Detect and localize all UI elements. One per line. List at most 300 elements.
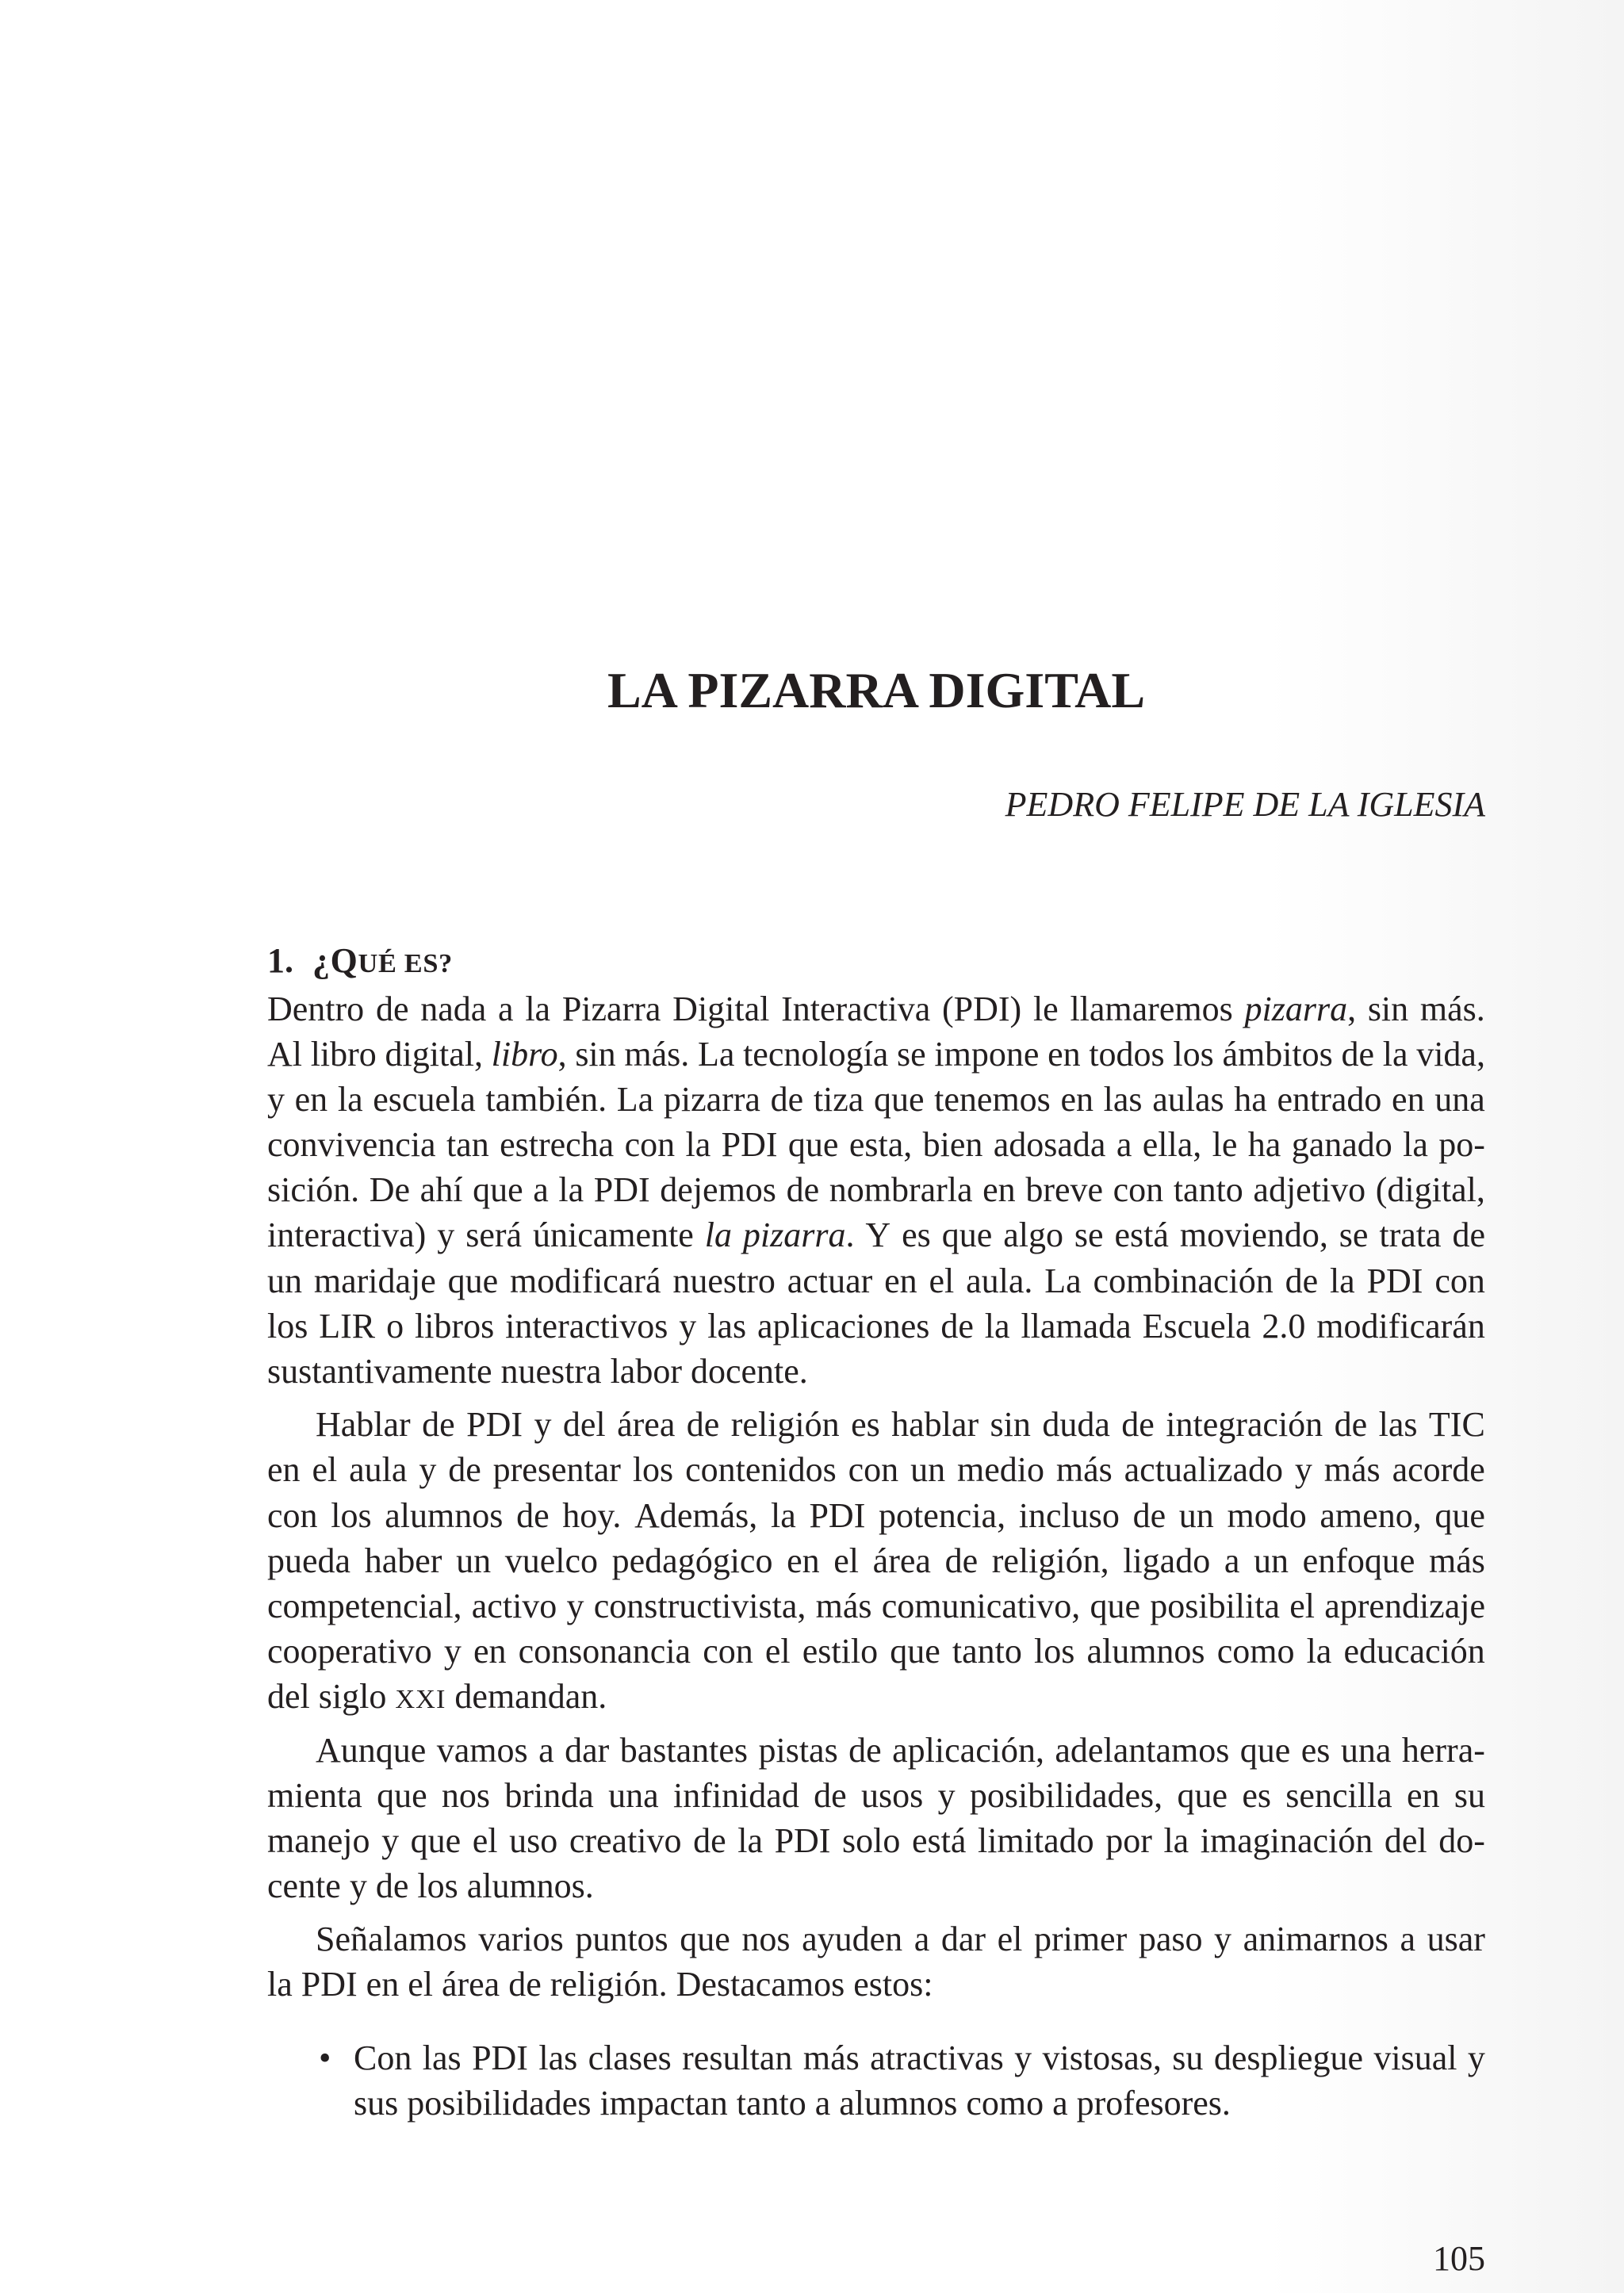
word (1368, 986, 1408, 1032)
text-line (267, 1447, 1485, 1492)
word (417, 1863, 458, 1908)
word (331, 1493, 371, 1538)
text-fragment: potencia, (879, 1495, 1006, 1535)
text-line (267, 1674, 1485, 1719)
word (376, 1863, 409, 1908)
word (1133, 1493, 1166, 1538)
text-fragment: de (422, 1405, 455, 1445)
word (575, 1032, 615, 1077)
word (420, 1167, 463, 1212)
word (938, 1773, 956, 1818)
text-fragment: entrado (1277, 1080, 1382, 1120)
bullet-icon: • (319, 2038, 331, 2077)
word (803, 2035, 860, 2081)
text-fragment: brinda (504, 1775, 594, 1815)
word (1070, 986, 1232, 1032)
text-fragment: que (377, 1775, 427, 1815)
word (985, 1303, 1010, 1349)
text-fragment: o (386, 1306, 404, 1346)
word (1173, 1032, 1213, 1077)
text-fragment: más (1055, 1450, 1113, 1490)
word (611, 1349, 682, 1394)
text-fragment: se (1074, 1215, 1104, 1255)
text-fragment: que (941, 1215, 993, 1255)
text-fragment: de (693, 1820, 726, 1860)
word (354, 2081, 398, 2126)
word (743, 1032, 888, 1077)
word (1124, 1447, 1283, 1492)
text-fragment: sin (575, 1035, 616, 1074)
text-fragment: activo (471, 1586, 557, 1625)
text-fragment: pedagógico (611, 1541, 773, 1580)
text-fragment: la (1403, 1125, 1428, 1165)
text-fragment: consonancia (518, 1631, 691, 1671)
word (722, 1122, 778, 1167)
word (1303, 1538, 1415, 1583)
word (1174, 1167, 1243, 1212)
text-fragment: , (557, 1035, 567, 1074)
word (923, 1122, 983, 1167)
text-fragment: más (802, 2038, 860, 2077)
text-fragment: ganado (1291, 1125, 1392, 1165)
word (492, 1032, 567, 1077)
word (814, 1773, 847, 1818)
text-fragment: el (312, 1450, 338, 1490)
text-fragment: Al (267, 1035, 302, 1074)
text-fragment: visual (1373, 2038, 1457, 2077)
word (842, 1818, 900, 1863)
paragraph (267, 1916, 1485, 2007)
word (705, 1212, 732, 1258)
text-fragment: (digital, (1375, 1170, 1485, 1210)
text-fragment: Destacamos (676, 1965, 845, 2004)
word (1454, 1773, 1485, 1818)
word (940, 1303, 974, 1349)
author-name: PEDRO FELIPE DE LA IGLESIA (1005, 785, 1485, 824)
text-fragment: acorde (1392, 1450, 1485, 1490)
text-fragment: impactan (599, 2083, 728, 2123)
word (509, 1818, 557, 1863)
word (802, 1916, 902, 1962)
text-fragment: tanto (1173, 1170, 1243, 1210)
text-fragment: más. (1419, 990, 1485, 1028)
text-fragment: a (814, 2083, 831, 2123)
word (350, 1863, 367, 1908)
text-fragment: de (1121, 1405, 1155, 1445)
word (1468, 2035, 1485, 2081)
text-fragment: de (1334, 1405, 1368, 1445)
text-fragment: resultan (682, 2038, 793, 2077)
word (970, 1773, 1162, 1818)
bullet-item (267, 2035, 1485, 2126)
word (1150, 1583, 1280, 1629)
paragraph (267, 1402, 1485, 1719)
text-fragment: ha (1247, 1125, 1281, 1165)
word (538, 2035, 577, 2081)
text-fragment: ligado (1123, 1541, 1211, 1580)
word (1434, 1258, 1485, 1303)
word (1400, 1916, 1416, 1962)
word (472, 2035, 528, 2081)
word (316, 1916, 467, 1962)
text-fragment: en (884, 1261, 917, 1300)
text-line (267, 1773, 1485, 1818)
word (1253, 1167, 1365, 1212)
text-fragment: actuar (787, 1261, 873, 1300)
word (633, 1447, 673, 1492)
text-fragment: es (851, 1405, 880, 1445)
text-fragment: manejo (267, 1820, 370, 1860)
text-fragment: la (984, 1306, 1010, 1346)
word (1056, 1447, 1113, 1492)
word (267, 1447, 301, 1492)
text-fragment: alumnos. (466, 1866, 594, 1905)
word (448, 1258, 499, 1303)
word (741, 1916, 790, 1962)
text-fragment: moviendo, (1179, 1215, 1328, 1255)
word (588, 2035, 672, 2081)
text-fragment: , (1347, 990, 1357, 1028)
word (814, 1077, 864, 1122)
word (448, 1447, 481, 1492)
word (1379, 1212, 1441, 1258)
word (929, 1258, 954, 1303)
word (473, 1818, 498, 1863)
text-fragment: la (771, 1495, 796, 1535)
word (267, 1773, 362, 1818)
word (1341, 1032, 1374, 1077)
text-fragment: más (1323, 1450, 1381, 1490)
chapter-title: LA PIZARRA DIGITAL (607, 662, 1146, 718)
word (1335, 1402, 1368, 1447)
text-fragment: que (1090, 1586, 1140, 1625)
text-line (354, 2081, 1485, 2126)
text-fragment: su (1454, 1775, 1485, 1815)
text-fragment: enfoque (1302, 1541, 1415, 1580)
word (1043, 2035, 1162, 2081)
text-fragment: La (616, 1080, 654, 1120)
text-fragment: y (267, 1080, 285, 1120)
word (1179, 1493, 1214, 1538)
text-fragment: en (294, 1080, 328, 1120)
text-fragment: algo (1003, 1215, 1063, 1255)
text-fragment: y (349, 1866, 367, 1905)
word (1339, 1212, 1369, 1258)
word (1420, 986, 1485, 1032)
text-fragment: actualizado (1124, 1450, 1283, 1490)
word (978, 1818, 1094, 1863)
word (301, 1962, 358, 2007)
text-line (267, 1212, 1485, 1258)
word (966, 2081, 1044, 2126)
text-fragment: ha (1234, 1080, 1267, 1120)
word (1234, 1077, 1267, 1122)
text-fragment: de (770, 1080, 804, 1120)
text-fragment: los (632, 1450, 674, 1490)
text-fragment: de (686, 1405, 720, 1445)
text-fragment: tecnología (743, 1035, 889, 1074)
text-fragment: incluso (1018, 1495, 1120, 1535)
text-fragment: esta, (848, 1125, 913, 1165)
word (473, 1629, 507, 1674)
text-fragment: un (456, 1541, 492, 1580)
text-fragment: creativo (569, 1820, 682, 1860)
text-fragment: que (447, 1261, 499, 1300)
text-line (316, 1916, 1485, 1962)
text-fragment: pistas (758, 1730, 838, 1770)
word (757, 1303, 929, 1349)
text-fragment: de (1285, 1261, 1319, 1300)
word (941, 1916, 986, 1962)
text-fragment: tan (446, 1125, 489, 1165)
word (934, 1032, 1039, 1077)
word (565, 1728, 609, 1773)
word (267, 1962, 293, 2007)
text-fragment: tenemos (934, 1080, 1051, 1120)
text-fragment: de (375, 990, 409, 1028)
text-fragment: la (558, 1170, 584, 1210)
text-fragment: con (1434, 1261, 1485, 1300)
word (437, 1728, 528, 1773)
word (267, 1077, 285, 1122)
text-fragment: sustantivamente (267, 1351, 492, 1391)
text-fragment: 2.0 (1262, 1306, 1306, 1346)
text-fragment: PDI (593, 1170, 650, 1210)
word (787, 1167, 820, 1212)
text-fragment: del (1384, 1820, 1427, 1860)
word (1224, 1538, 1240, 1583)
text-fragment: de (786, 1170, 820, 1210)
text-fragment: LIR (319, 1306, 376, 1346)
word (295, 1077, 328, 1122)
text-fragment: puntos (575, 1920, 668, 1959)
text-fragment: en (787, 1541, 820, 1580)
text-line (316, 1728, 1485, 1773)
word (493, 1447, 621, 1492)
word (466, 1402, 523, 1447)
word (982, 1167, 1016, 1212)
text-fragment: a (1052, 2083, 1068, 2123)
text-fragment: aprendizaje (1324, 1586, 1485, 1625)
text-fragment: la (737, 1820, 763, 1860)
word (500, 1122, 614, 1167)
text-fragment: religión. (550, 1965, 668, 2004)
word (411, 1818, 462, 1863)
text-fragment: también. (485, 1080, 607, 1120)
word (731, 1402, 840, 1447)
text-fragment: más (1429, 1541, 1485, 1580)
word (1242, 1773, 1271, 1818)
text-fragment: posibilita (1150, 1586, 1281, 1625)
text-fragment: combinación (1093, 1261, 1274, 1300)
word (743, 1212, 855, 1258)
word (472, 1583, 557, 1629)
italic-text: pizarra (742, 1215, 846, 1255)
word (465, 1212, 522, 1258)
word (312, 1447, 337, 1492)
word (1227, 1493, 1306, 1538)
text-fragment: una (1340, 1730, 1392, 1770)
word (1055, 1728, 1229, 1773)
text-fragment: constructivista, (593, 1586, 806, 1625)
text-fragment: que (1434, 1495, 1485, 1535)
text-fragment: alumnos (385, 1495, 504, 1535)
word (563, 1402, 606, 1447)
text-fragment: de (940, 1306, 974, 1346)
text-fragment: con (624, 1125, 676, 1165)
text-fragment: hablar (891, 1405, 979, 1445)
text-line (267, 1493, 1485, 1538)
word (1427, 1916, 1485, 1962)
word (679, 1303, 696, 1349)
word (437, 1212, 454, 1258)
section-heading (267, 938, 1485, 986)
text-fragment: el (764, 1631, 791, 1671)
word (1033, 986, 1059, 1032)
word (1212, 1122, 1238, 1167)
word (1115, 1212, 1169, 1258)
word (1367, 1258, 1423, 1303)
text-fragment: limitado (977, 1820, 1094, 1860)
word (485, 1077, 607, 1122)
word (599, 2081, 727, 2126)
text-fragment: PDI (1366, 1261, 1423, 1300)
word (1429, 1402, 1485, 1447)
bullet-list (267, 2035, 1485, 2126)
text-fragment: será (465, 1215, 523, 1255)
text-fragment: breve (1025, 1170, 1104, 1210)
word (504, 1773, 593, 1818)
word (366, 1962, 400, 2007)
text-fragment: las (1103, 1080, 1143, 1120)
text-fragment: tanto (736, 2083, 806, 2123)
italic-text: libro (491, 1035, 558, 1074)
word (562, 986, 661, 1032)
word (267, 1493, 318, 1538)
word (1021, 1303, 1131, 1349)
word (1248, 1122, 1281, 1167)
text-fragment: únicamente (532, 1215, 694, 1255)
word (1341, 1728, 1392, 1773)
text-fragment: ella, (1142, 1125, 1202, 1165)
word (1254, 1538, 1289, 1583)
word (1316, 1303, 1485, 1349)
word (1289, 1583, 1315, 1629)
word (1243, 1916, 1388, 1962)
text-fragment: mienta (267, 1775, 362, 1815)
word (1074, 1212, 1104, 1258)
word (1385, 1818, 1427, 1863)
word (1086, 1629, 1205, 1674)
text-fragment: impone (934, 1035, 1040, 1074)
text-fragment: De (369, 1170, 411, 1210)
text-fragment: TIC (1428, 1405, 1485, 1445)
word (1121, 1402, 1155, 1447)
word (1123, 1538, 1210, 1583)
word (1301, 1728, 1331, 1773)
text-fragment: del (267, 1676, 310, 1716)
text-fragment: tanto (952, 1631, 1022, 1671)
word (1343, 1629, 1484, 1674)
word (902, 1212, 931, 1258)
word (897, 1032, 926, 1077)
text-fragment: Señalamos (316, 1920, 467, 1959)
text-fragment: cente (267, 1866, 341, 1905)
word (994, 1122, 1106, 1167)
word (446, 1122, 489, 1167)
word (267, 1674, 310, 1719)
text-fragment: estrecha (500, 1125, 615, 1165)
text-fragment: más. (624, 1035, 690, 1074)
word (381, 1818, 399, 1863)
text-fragment: los (417, 1866, 458, 1905)
word (420, 986, 486, 1032)
text-fragment: a (538, 1730, 554, 1770)
word (765, 1629, 791, 1674)
text-fragment: y (1014, 2038, 1032, 2077)
word (533, 1212, 694, 1258)
word (267, 1863, 341, 1908)
text-fragment: demandan. (454, 1676, 607, 1716)
word (1330, 1258, 1355, 1303)
text-fragment: está (911, 1820, 967, 1860)
text-fragment: alumnos (839, 2083, 958, 2123)
text-fragment: religión, (991, 1541, 1109, 1580)
word (454, 1674, 607, 1719)
text-fragment: do- (1438, 1820, 1485, 1860)
text-fragment: dejemos (660, 1170, 776, 1210)
word (1392, 1077, 1425, 1122)
text-fragment: integración (1166, 1405, 1323, 1445)
text-fragment: docente. (690, 1351, 808, 1391)
word (1166, 1402, 1323, 1447)
text-fragment: varios (478, 1920, 564, 1959)
text-fragment: PDI (472, 2038, 528, 2077)
text-fragment: nuestra (500, 1351, 602, 1391)
text-fragment: que (787, 1125, 839, 1165)
word (1403, 1122, 1428, 1167)
text-fragment: se (897, 1035, 926, 1074)
word (1379, 1402, 1418, 1447)
word (682, 2035, 792, 2081)
text-fragment: PDI (774, 1820, 831, 1860)
text-line (354, 2035, 1485, 2081)
text-fragment: y (679, 1306, 697, 1346)
word (376, 986, 409, 1032)
word (625, 1122, 676, 1167)
word (942, 986, 1021, 1032)
word (316, 1728, 426, 1773)
word (865, 1212, 891, 1258)
text-fragment: animarnos (1243, 1920, 1388, 1959)
text-fragment: de (375, 1866, 409, 1905)
text-line (267, 1583, 1485, 1629)
word (884, 1258, 917, 1303)
word (365, 1538, 442, 1583)
word (815, 2081, 831, 2126)
word (612, 1538, 773, 1583)
text-fragment: bien (922, 1125, 983, 1165)
text-fragment: trata (1379, 1215, 1442, 1255)
text-fragment: de (944, 1541, 979, 1580)
word (966, 1258, 1032, 1303)
text-fragment: haber (364, 1541, 442, 1580)
word (505, 1538, 598, 1583)
paragraph (267, 986, 1485, 1394)
text-fragment: La (697, 1035, 735, 1074)
word (498, 986, 514, 1032)
word (415, 1303, 494, 1349)
